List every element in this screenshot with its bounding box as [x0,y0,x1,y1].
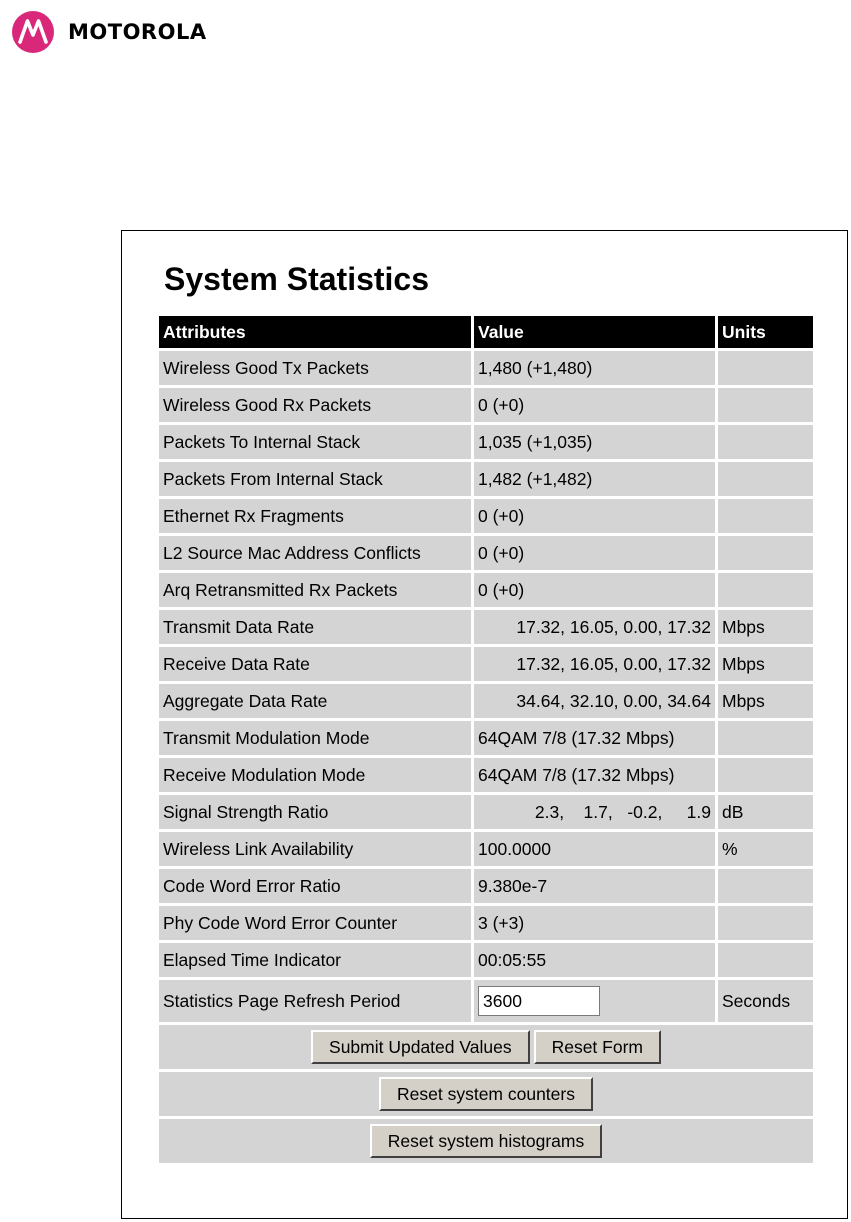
table-row [159,869,813,903]
units-cell: Mbps [718,647,813,681]
attribute-cell: Transmit Data Rate [159,610,471,644]
units-cell [718,499,813,533]
value-cell: 0 (+0) [474,536,715,570]
table-row [159,758,813,792]
attribute-cell: Packets To Internal Stack [159,425,471,459]
table-row [159,462,813,496]
statistics-table [156,313,816,1166]
table-row [159,573,813,607]
table-row [159,536,813,570]
value-cell: 0 (+0) [474,573,715,607]
attribute-cell: Receive Data Rate [159,647,471,681]
attribute-cell: Transmit Modulation Mode [159,721,471,755]
units-cell [718,906,813,940]
page-title: System Statistics [164,261,430,297]
refresh-period-cell [474,980,715,1022]
motorola-batwing-icon [12,11,54,53]
units-cell: % [718,832,813,866]
refresh-period-label: Statistics Page Refresh Period [159,980,471,1022]
units-cell [718,462,813,496]
units-cell [718,573,813,607]
table-row [159,425,813,459]
attribute-cell: Elapsed Time Indicator [159,943,471,977]
reset-system-histograms-button[interactable]: Reset system histograms [370,1124,602,1158]
header-units: Units [718,316,813,348]
attribute-cell: Code Word Error Ratio [159,869,471,903]
value-cell: 00:05:55 [474,943,715,977]
table-row [159,684,813,718]
form-buttons-cell [159,1025,813,1069]
units-cell [718,351,813,385]
table-header-row [159,316,813,348]
table-row [159,906,813,940]
table-row [159,795,813,829]
units-cell: Mbps [718,610,813,644]
attribute-cell: Wireless Good Rx Packets [159,388,471,422]
value-cell: 1,480 (+1,480) [474,351,715,385]
table-row [159,943,813,977]
table-row [159,388,813,422]
value-cell: 17.32, 16.05, 0.00, 17.32 [474,647,715,681]
table-row [159,610,813,644]
motorola-logo [12,10,207,54]
table-row [159,499,813,533]
attribute-cell: Packets From Internal Stack [159,462,471,496]
units-cell [718,869,813,903]
units-cell: Mbps [718,684,813,718]
units-cell: dB [718,795,813,829]
attribute-cell: Wireless Link Availability [159,832,471,866]
value-cell: 17.32, 16.05, 0.00, 17.32 [474,610,715,644]
value-cell: 0 (+0) [474,499,715,533]
reset-system-counters-button[interactable]: Reset system counters [379,1077,593,1111]
units-cell [718,536,813,570]
units-cell [718,943,813,977]
units-cell [718,721,813,755]
units-cell [718,425,813,459]
attribute-cell: L2 Source Mac Address Conflicts [159,536,471,570]
form-buttons-row [159,1025,813,1069]
refresh-period-row [159,980,813,1022]
attribute-cell: Receive Modulation Mode [159,758,471,792]
reset-form-button[interactable]: Reset Form [534,1030,661,1064]
reset-histograms-cell [159,1119,813,1163]
value-cell: 1,482 (+1,482) [474,462,715,496]
header-value: Value [474,316,715,348]
units-cell [718,388,813,422]
table-row [159,351,813,385]
table-row [159,832,813,866]
value-cell: 1,035 (+1,035) [474,425,715,459]
value-cell: 3 (+3) [474,906,715,940]
header-attributes: Attributes [159,316,471,348]
table-row [159,647,813,681]
value-cell: 2.3, 1.7, -0.2, 1.9 [474,795,715,829]
value-cell: 100.0000 [474,832,715,866]
value-cell: 34.64, 32.10, 0.00, 34.64 [474,684,715,718]
units-cell [718,758,813,792]
reset-counters-cell [159,1072,813,1116]
reset-counters-row [159,1072,813,1116]
refresh-period-units: Seconds [718,980,813,1022]
statistics-panel [121,230,848,1219]
value-cell: 0 (+0) [474,388,715,422]
refresh-period-input[interactable] [478,986,600,1016]
attribute-cell: Phy Code Word Error Counter [159,906,471,940]
brand-name: MOTOROLA [68,20,207,44]
attribute-cell: Wireless Good Tx Packets [159,351,471,385]
attribute-cell: Ethernet Rx Fragments [159,499,471,533]
table-row [159,721,813,755]
submit-updated-values-button[interactable]: Submit Updated Values [311,1030,530,1064]
value-cell: 9.380e-7 [474,869,715,903]
value-cell: 64QAM 7/8 (17.32 Mbps) [474,758,715,792]
attribute-cell: Arq Retransmitted Rx Packets [159,573,471,607]
attribute-cell: Signal Strength Ratio [159,795,471,829]
value-cell: 64QAM 7/8 (17.32 Mbps) [474,721,715,755]
reset-histograms-row [159,1119,813,1163]
attribute-cell: Aggregate Data Rate [159,684,471,718]
